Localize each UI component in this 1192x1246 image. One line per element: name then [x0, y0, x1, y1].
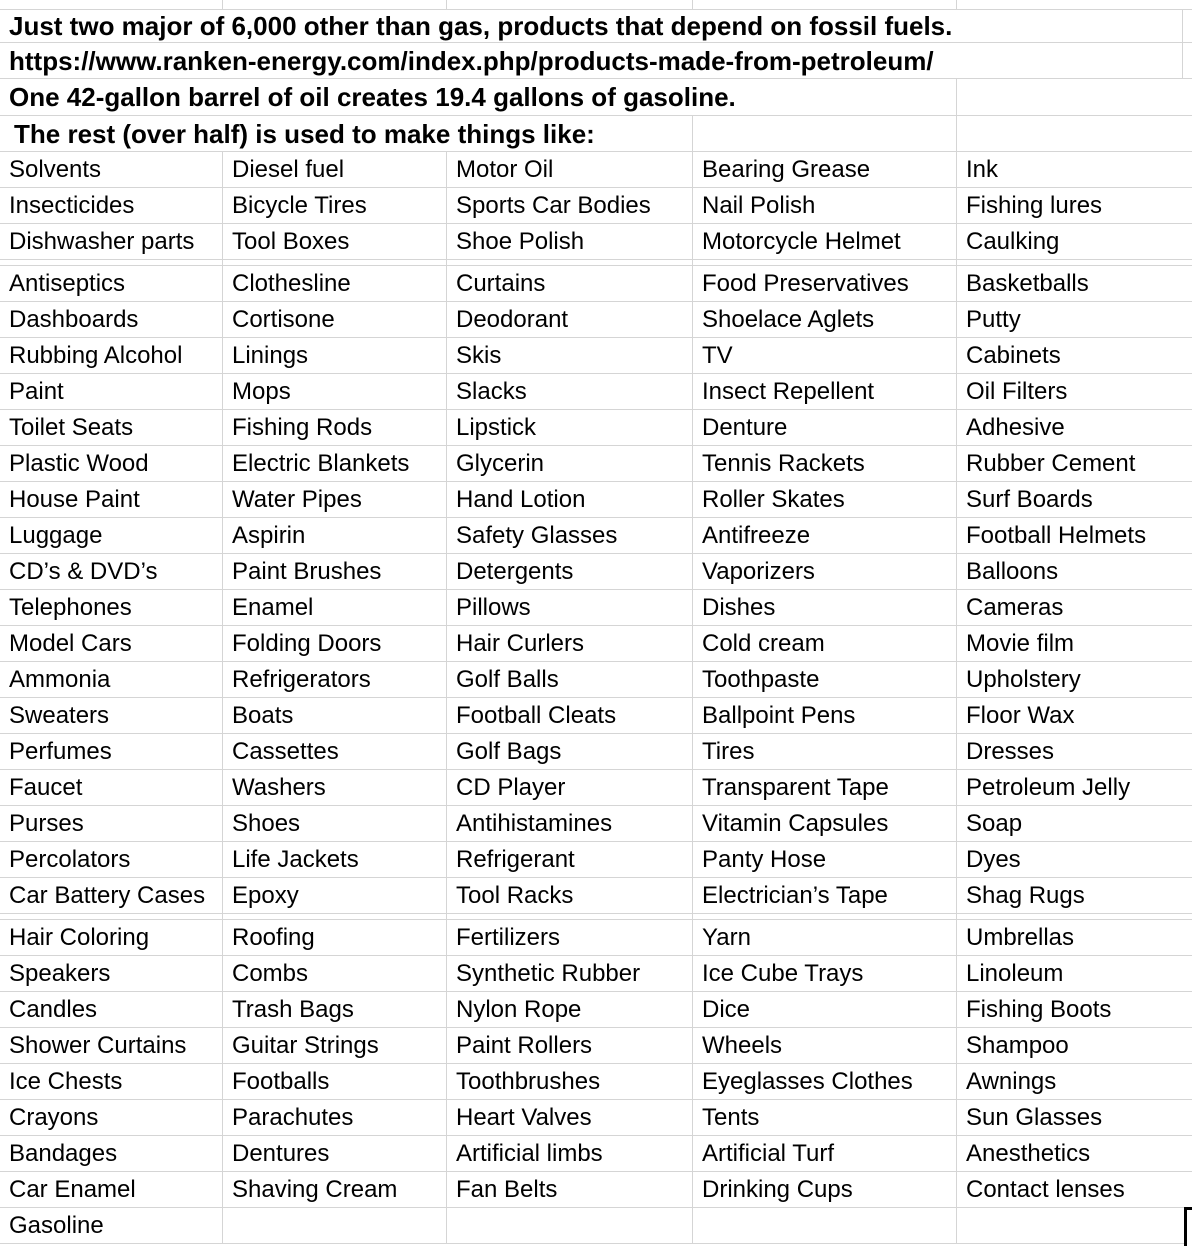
- cell[interactable]: Sports Car Bodies: [447, 188, 693, 223]
- cell[interactable]: Bicycle Tires: [223, 188, 447, 223]
- cell[interactable]: Fishing Boots: [966, 995, 1112, 1023]
- cell[interactable]: Shag Rugs: [966, 881, 1085, 909]
- header-row-1: [0, 10, 1192, 43]
- cell[interactable]: Insecticides: [0, 188, 223, 223]
- cell[interactable]: Football Cleats: [447, 698, 693, 733]
- cell[interactable]: [0, 0, 223, 9]
- cell[interactable]: Refrigerant: [447, 842, 693, 877]
- cell[interactable]: Luggage: [0, 518, 223, 553]
- cell[interactable]: [957, 1208, 1192, 1243]
- table-row: [0, 410, 1192, 446]
- cell[interactable]: [693, 0, 957, 9]
- cell[interactable]: Crayons: [0, 1100, 223, 1135]
- cell: [0, 914, 223, 919]
- cell: [957, 260, 1192, 265]
- cell[interactable]: Dentures: [223, 1136, 447, 1171]
- cell[interactable]: CD Player: [447, 770, 693, 805]
- cell[interactable]: Yarn: [693, 920, 957, 955]
- cell[interactable]: [447, 0, 693, 9]
- cell[interactable]: Vitamin Capsules: [693, 806, 957, 841]
- cell[interactable]: Tool Boxes: [223, 224, 447, 259]
- cell[interactable]: [957, 116, 1192, 151]
- cell[interactable]: Linings: [223, 338, 447, 373]
- cell[interactable]: Artificial limbs: [447, 1136, 693, 1171]
- cell[interactable]: Combs: [223, 956, 447, 991]
- cell[interactable]: Antifreeze: [693, 518, 957, 553]
- cell[interactable]: Shower Curtains: [0, 1028, 223, 1063]
- cell[interactable]: Dishwasher parts: [0, 224, 223, 259]
- cell[interactable]: Fishing lures: [966, 191, 1103, 219]
- cell[interactable]: Nylon Rope: [447, 992, 693, 1027]
- cell[interactable]: Anesthetics: [966, 1139, 1091, 1167]
- cell[interactable]: [693, 116, 957, 151]
- cell[interactable]: Surf Boards: [966, 485, 1093, 513]
- cell[interactable]: Ballpoint Pens: [693, 698, 957, 733]
- header-row-2: [0, 43, 1192, 79]
- cell[interactable]: Paint: [0, 374, 223, 409]
- table-row: [0, 626, 1192, 662]
- cell[interactable]: Ice Cube Trays: [693, 956, 957, 991]
- cell[interactable]: Soap: [966, 809, 1023, 837]
- cell[interactable]: Detergents: [447, 554, 693, 589]
- cell[interactable]: Paint Rollers: [447, 1028, 693, 1063]
- cell[interactable]: Umbrellas: [966, 923, 1075, 951]
- cell[interactable]: Perfumes: [0, 734, 223, 769]
- cell: [693, 914, 957, 919]
- cell[interactable]: Transparent Tape: [693, 770, 957, 805]
- header-row-3: [0, 79, 1192, 116]
- cell[interactable]: Diesel fuel: [223, 152, 447, 187]
- cell[interactable]: Roofing: [223, 920, 447, 955]
- cell[interactable]: TV: [693, 338, 957, 373]
- cell[interactable]: Upholstery: [966, 665, 1081, 693]
- cell[interactable]: Heart Valves: [447, 1100, 693, 1135]
- cell[interactable]: Footballs: [223, 1064, 447, 1099]
- cell[interactable]: Contact lenses: [966, 1175, 1125, 1203]
- cell[interactable]: Motorcycle Helmet: [693, 224, 957, 259]
- cell[interactable]: Sun Glasses: [966, 1103, 1103, 1131]
- cell[interactable]: [693, 1208, 957, 1243]
- cell[interactable]: Washers: [223, 770, 447, 805]
- cell[interactable]: Tents: [693, 1100, 957, 1135]
- table-row: [0, 1172, 1192, 1208]
- table-row: [0, 1136, 1192, 1172]
- table-row: [0, 554, 1192, 590]
- cell[interactable]: Glycerin: [447, 446, 693, 481]
- cell: [447, 914, 693, 919]
- cell[interactable]: Ammonia: [0, 662, 223, 697]
- cell[interactable]: Faucet: [0, 770, 223, 805]
- cell[interactable]: Hand Lotion: [447, 482, 693, 517]
- cell[interactable]: Adhesive: [966, 413, 1065, 441]
- cell[interactable]: CD’s & DVD’s: [0, 554, 223, 589]
- cell[interactable]: Deodorant: [447, 302, 693, 337]
- cell[interactable]: Cameras: [966, 593, 1064, 621]
- table-row: [0, 734, 1192, 770]
- cell[interactable]: Insect Repellent: [693, 374, 957, 409]
- cell[interactable]: Linoleum: [966, 959, 1064, 987]
- cell[interactable]: Toilet Seats: [0, 410, 223, 445]
- table-row: [0, 590, 1192, 626]
- cell[interactable]: Fishing Rods: [223, 410, 447, 445]
- cell[interactable]: Hair Curlers: [447, 626, 693, 661]
- cell[interactable]: Cortisone: [223, 302, 447, 337]
- table-row: [0, 338, 1192, 374]
- cell: [223, 260, 447, 265]
- cell[interactable]: Purses: [0, 806, 223, 841]
- cell[interactable]: Ink: [966, 155, 999, 183]
- table-row: [0, 224, 1192, 260]
- cell[interactable]: Basketballs: [966, 269, 1089, 297]
- cell[interactable]: Life Jackets: [223, 842, 447, 877]
- table-row: [0, 152, 1192, 188]
- cell[interactable]: Trash Bags: [223, 992, 447, 1027]
- cell[interactable]: Wheels: [693, 1028, 957, 1063]
- cell[interactable]: Food Preservatives: [693, 266, 957, 301]
- cell[interactable]: Slacks: [447, 374, 693, 409]
- cell[interactable]: Aspirin: [223, 518, 447, 553]
- cell[interactable]: Motor Oil: [447, 152, 693, 187]
- table-row: [0, 770, 1192, 806]
- cell[interactable]: Dice: [693, 992, 957, 1027]
- table-row: [0, 842, 1192, 878]
- cell[interactable]: Toothbrushes: [447, 1064, 693, 1099]
- table-row: [0, 992, 1192, 1028]
- cell[interactable]: Guitar Strings: [223, 1028, 447, 1063]
- cell[interactable]: Plastic Wood: [0, 446, 223, 481]
- cell[interactable]: Dishes: [693, 590, 957, 625]
- cell[interactable]: [223, 0, 447, 9]
- cell[interactable]: [223, 1208, 447, 1243]
- cell[interactable]: Cabinets: [966, 341, 1061, 369]
- cell: [957, 914, 1192, 919]
- cell[interactable]: Petroleum Jelly: [966, 773, 1131, 801]
- cell[interactable]: Dashboards: [0, 302, 223, 337]
- cell[interactable]: Skis: [447, 338, 693, 373]
- cell[interactable]: [1183, 43, 1192, 78]
- cell[interactable]: Floor Wax: [966, 701, 1075, 729]
- cell[interactable]: Football Helmets: [966, 521, 1147, 549]
- cell[interactable]: Shoes: [223, 806, 447, 841]
- cell[interactable]: Roller Skates: [693, 482, 957, 517]
- cell[interactable]: Oil Filters: [966, 377, 1068, 405]
- cell[interactable]: Fan Belts: [447, 1172, 693, 1207]
- cell[interactable]: Folding Doors: [223, 626, 447, 661]
- cell[interactable]: Caulking: [966, 227, 1060, 255]
- cell[interactable]: Tires: [693, 734, 957, 769]
- cell[interactable]: Antiseptics: [0, 266, 223, 301]
- cell[interactable]: [957, 79, 1192, 115]
- cell[interactable]: Tennis Rackets: [693, 446, 957, 481]
- cell[interactable]: Bearing Grease: [693, 152, 957, 187]
- cell[interactable]: Curtains: [447, 266, 693, 301]
- cell[interactable]: Boats: [223, 698, 447, 733]
- table-row: [0, 806, 1192, 842]
- source-url-cell[interactable]: https://www.ranken-energy.com/index.php/products-made-from-petroleum/: [0, 43, 1183, 78]
- top-partial-row: [0, 0, 1192, 10]
- cell: [0, 260, 223, 265]
- cell[interactable]: Paint Brushes: [223, 554, 447, 589]
- table-row: [0, 374, 1192, 410]
- cell[interactable]: Golf Bags: [447, 734, 693, 769]
- cell[interactable]: Lipstick: [447, 410, 693, 445]
- cell[interactable]: Rubbing Alcohol: [0, 338, 223, 373]
- cell[interactable]: Dresses: [966, 737, 1055, 765]
- table-row: [0, 920, 1192, 956]
- cell[interactable]: Sweaters: [0, 698, 223, 733]
- cell[interactable]: Clothesline: [223, 266, 447, 301]
- cell[interactable]: Cold cream: [693, 626, 957, 661]
- table-row: [0, 956, 1192, 992]
- cell[interactable]: Synthetic Rubber: [447, 956, 693, 991]
- cell[interactable]: Tool Racks: [447, 878, 693, 913]
- cell[interactable]: Drinking Cups: [693, 1172, 957, 1207]
- header-note-cell[interactable]: Just two major of 6,000 other than gas, products that depend on fossil fuels.: [0, 10, 1183, 42]
- cell[interactable]: Shaving Cream: [223, 1172, 447, 1207]
- cell[interactable]: Rubber Cement: [966, 449, 1136, 477]
- cell[interactable]: Parachutes: [223, 1100, 447, 1135]
- table-row: [0, 1028, 1192, 1064]
- cell[interactable]: Movie film: [966, 629, 1075, 657]
- cell[interactable]: Refrigerators: [223, 662, 447, 697]
- table-row: [0, 188, 1192, 224]
- cell[interactable]: Awnings: [966, 1067, 1057, 1095]
- cell[interactable]: Electrician’s Tape: [693, 878, 957, 913]
- right-edge-marker: [1184, 1207, 1192, 1246]
- cell[interactable]: Antihistamines: [447, 806, 693, 841]
- cell[interactable]: Candles: [0, 992, 223, 1027]
- table-row: [0, 698, 1192, 734]
- cell[interactable]: Safety Glasses: [447, 518, 693, 553]
- cell[interactable]: Epoxy: [223, 878, 447, 913]
- cell[interactable]: Speakers: [0, 956, 223, 991]
- cell[interactable]: Percolators: [0, 842, 223, 877]
- table-row: [0, 1064, 1192, 1100]
- header-row-4: [0, 116, 1192, 152]
- cell[interactable]: Artificial Turf: [693, 1136, 957, 1171]
- table-row: [0, 1208, 1192, 1244]
- cell[interactable]: Fertilizers: [447, 920, 693, 955]
- table-row: [0, 1100, 1192, 1136]
- cell[interactable]: [957, 0, 1192, 9]
- cell[interactable]: Bandages: [0, 1136, 223, 1171]
- cell: [447, 260, 693, 265]
- cell[interactable]: Nail Polish: [693, 188, 957, 223]
- cell[interactable]: Dyes: [966, 845, 1021, 873]
- cell[interactable]: Water Pipes: [223, 482, 447, 517]
- table-row: [0, 878, 1192, 914]
- table-row: [0, 482, 1192, 518]
- table-row: [0, 302, 1192, 338]
- cell[interactable]: Electric Blankets: [223, 446, 447, 481]
- barrel-fact-cell[interactable]: One 42-gallon barrel of oil creates 19.4 gallons of gasoline.: [0, 79, 957, 115]
- cell[interactable]: Balloons: [966, 557, 1059, 585]
- cell[interactable]: Shoe Polish: [447, 224, 693, 259]
- table-row: [0, 518, 1192, 554]
- cell[interactable]: Cassettes: [223, 734, 447, 769]
- cell: [223, 914, 447, 919]
- cell[interactable]: Vaporizers: [693, 554, 957, 589]
- cell[interactable]: Gasoline: [0, 1208, 223, 1243]
- cell[interactable]: Hair Coloring: [0, 920, 223, 955]
- cell: [693, 260, 957, 265]
- cell[interactable]: Pillows: [447, 590, 693, 625]
- cell[interactable]: Putty: [966, 305, 1021, 333]
- sheet-body: [0, 152, 1192, 1244]
- cell[interactable]: Car Enamel: [0, 1172, 223, 1207]
- cell[interactable]: Golf Balls: [447, 662, 693, 697]
- cell[interactable]: Model Cars: [0, 626, 223, 661]
- cell[interactable]: Solvents: [0, 152, 223, 187]
- cell[interactable]: [447, 1208, 693, 1243]
- cell[interactable]: Telephones: [0, 590, 223, 625]
- cell[interactable]: Panty Hose: [693, 842, 957, 877]
- cell[interactable]: [1183, 10, 1192, 42]
- cell[interactable]: Car Battery Cases: [0, 878, 223, 913]
- table-row: [0, 446, 1192, 482]
- table-row: [0, 266, 1192, 302]
- cell[interactable]: Toothpaste: [693, 662, 957, 697]
- cell[interactable]: Shoelace Aglets: [693, 302, 957, 337]
- cell[interactable]: Ice Chests: [0, 1064, 223, 1099]
- cell[interactable]: House Paint: [0, 482, 223, 517]
- cell[interactable]: Shampoo: [966, 1031, 1069, 1059]
- cell[interactable]: Mops: [223, 374, 447, 409]
- cell[interactable]: Eyeglasses Clothes: [693, 1064, 957, 1099]
- cell[interactable]: Denture: [693, 410, 957, 445]
- list-intro-cell[interactable]: The rest (over half) is used to make things like:: [0, 116, 693, 151]
- table-row: [0, 662, 1192, 698]
- cell[interactable]: Enamel: [223, 590, 447, 625]
